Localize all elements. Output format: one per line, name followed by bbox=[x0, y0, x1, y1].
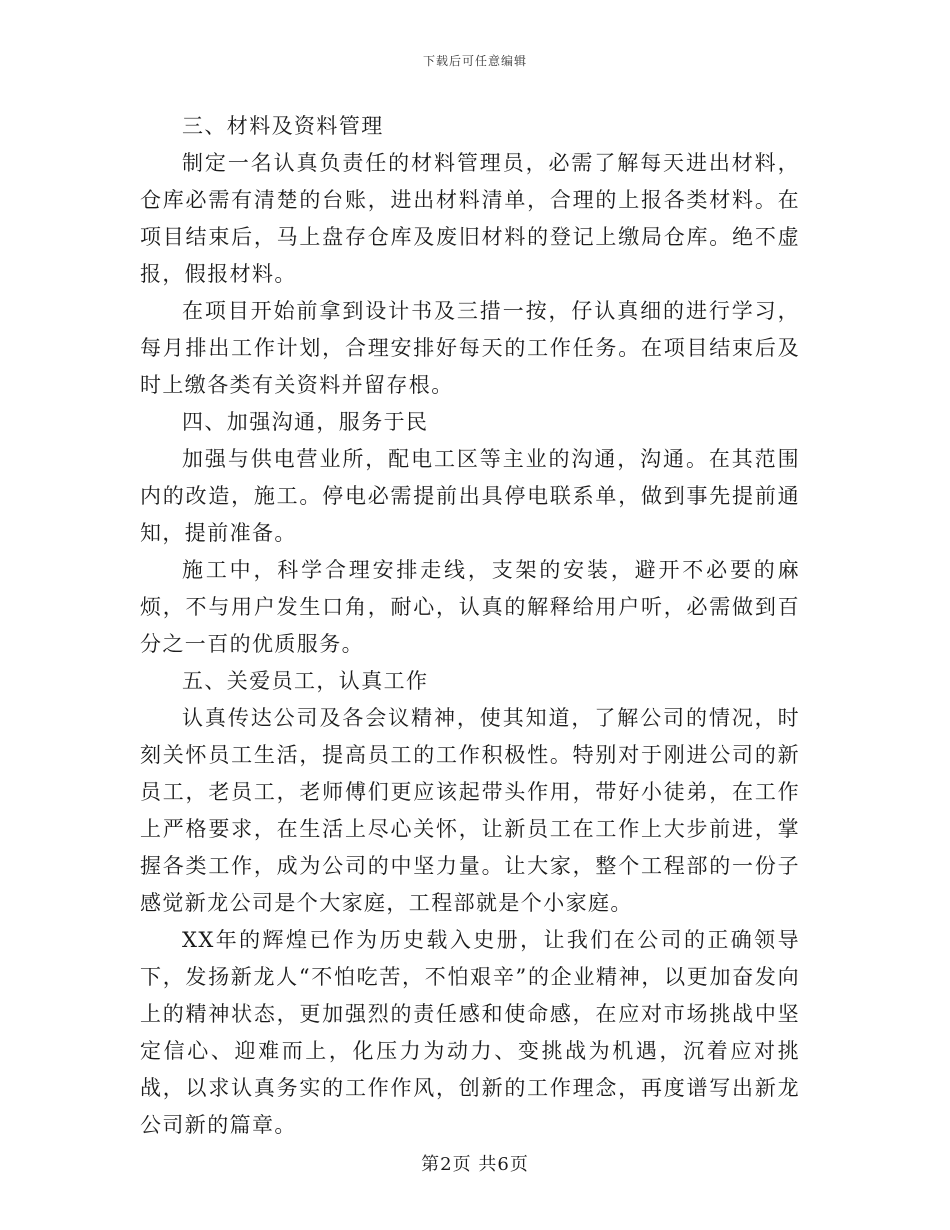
section-heading-materials: 三、材料及资料管理 bbox=[182, 114, 384, 138]
page-prefix: 第 bbox=[421, 1154, 441, 1175]
paragraph-project-planning: 在项目开始前拿到设计书及三措一按，仔认真细的进行学习，每月排出工作计划，合理安排好每天的工作任务。在项目结束后及时上缴各类有关资料并留存根。 bbox=[140, 299, 800, 397]
page-footer bbox=[0, 1150, 950, 1176]
paragraph-construction-service: 施工中，科学合理安排走线，支架的安装，避开不必要的麻烦，不与用户发生口角，耐心，认真的解释给用户听，必需做到百分之一百的优质服务。 bbox=[140, 558, 800, 656]
paragraph-materials-manager: 制定一名认真负责任的材料管理员，必需了解每天进出材料，仓库必需有清楚的台账，进出材料清单，合理的上报各类材料。在项目结束后，马上盘存仓库及废旧材料的登记上缴局仓库。绝不虚报，假报材料。 bbox=[140, 151, 800, 286]
paragraph-conclusion: XX年的辉煌已作为历史载入史册，让我们在公司的正确领导下，发扬新龙人“不怕吃苦，不怕艰辛”的企业精神，以更加奋发向上的精神状态，更加强烈的责任感和使命感，在应对市场挑战中坚定信心、迎难而上，化压力为动力、变挑战为机遇，沉着应对挑战，以求认真务实的工作作风，创新的工作理念，再度谱写出新龙公司新的篇章。 bbox=[140, 928, 800, 1137]
section-heading-communication: 四、加强沟通，服务于民 bbox=[182, 410, 429, 434]
paragraph-power-supply: 加强与供电营业所，配电工区等主业的沟通，沟通。在其范围内的改造，施工。停电必需提前出具停电联系单，做到事先提前通知，提前准备。 bbox=[140, 447, 800, 545]
document-body bbox=[140, 108, 800, 1144]
page-middle: 页 共 bbox=[452, 1154, 498, 1175]
section-heading-employees: 五、关爱员工，认真工作 bbox=[182, 669, 429, 693]
page-suffix: 页 bbox=[509, 1154, 529, 1175]
header-note: 下载后可任意编辑 bbox=[422, 54, 527, 68]
paragraph-employee-care: 认真传达公司及各会议精神，使其知道，了解公司的情况，时刻关怀员工生活，提高员工的工作积极性。特别对于刚进公司的新员工，老员工，老师傅们更应该起带头作用，带好小徒弟，在工作上严格要求，在生活上尽心关怀，让新员工在工作上大步前进，掌握各类工作，成为公司的中坚力量。让大家，整个工程部的一份子感觉新龙公司是个大家庭，工程部就是个小家庭。 bbox=[140, 706, 800, 915]
total-pages: 6 bbox=[497, 1154, 510, 1175]
page-number: 2 bbox=[440, 1154, 453, 1175]
